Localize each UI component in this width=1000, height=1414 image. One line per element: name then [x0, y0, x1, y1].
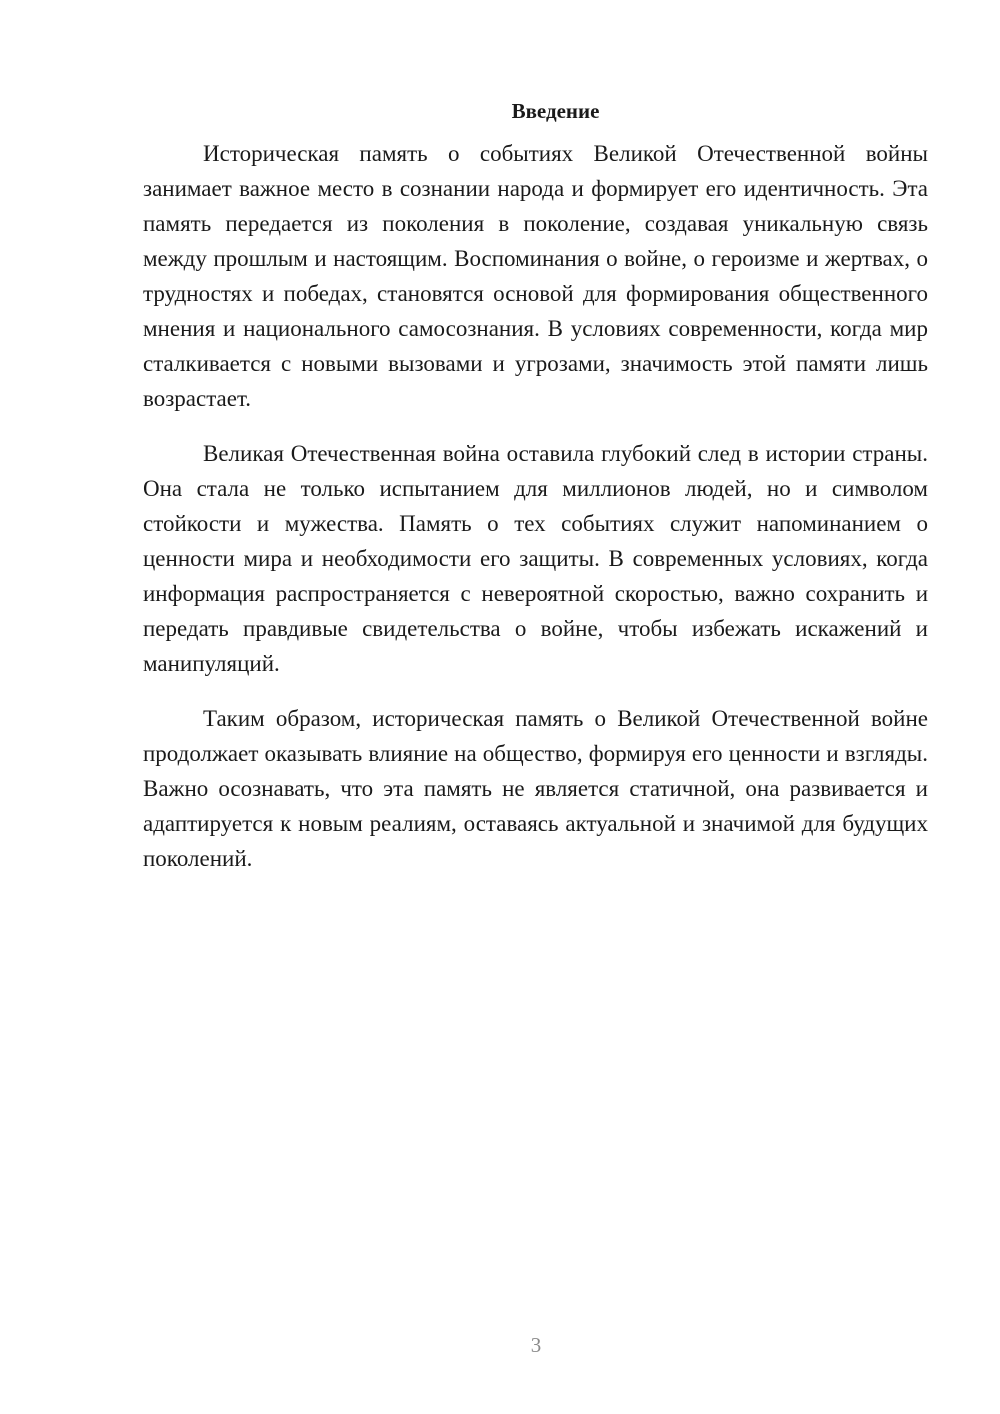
paragraph-1: Историческая память о событиях Великой Отечественной войны занимает важное место в сознании народа и формирует его идентичность. Эта память передается из поколения в поколение, создавая уникальную связь между прошлым и настоящим. Воспоминания о войне, о героизме и жертвах, о трудностях и победах, становятся основой для формирования общественного мнения и национального самосознания. В условиях современности, когда мир сталкивается с новыми вызовами и угрозами, значимость этой памяти лишь возрастает.	[143, 141, 928, 411]
paragraph-2: Великая Отечественная война оставила глубокий след в истории страны. Она стала не только испытанием для миллионов людей, но и символом стойкости и мужества. Память о тех событиях служит напоминанием о ценности мира и необходимости его защиты. В современных условиях, когда информация распространяется с невероятной скоростью, важно сохранить и передать правдивые свидетельства о войне, чтобы избежать искажений и манипуляций.	[143, 441, 928, 676]
paragraph-3: Таким образом, историческая память о Великой Отечественной войне продолжает оказывать влияние на общество, формируя его ценности и взгляды. Важно осознавать, что эта память не является статичной, она развивается и адаптируется к новым реалиям, оставаясь актуальной и значимой для будущих поколений.	[143, 706, 928, 871]
page-number: 3	[530, 1333, 542, 1357]
document-body	[143, 96, 928, 896]
section-title: Введение	[511, 99, 600, 123]
